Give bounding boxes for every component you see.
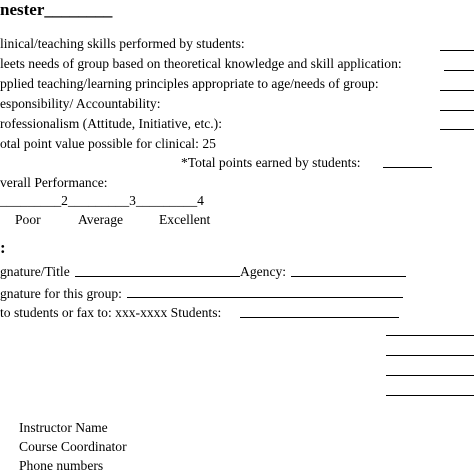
phone-numbers-text: Phone numbers bbox=[19, 458, 104, 473]
score-blank-responsibility[interactable] bbox=[440, 110, 474, 111]
group-signature-label: gnature for this group: bbox=[0, 286, 122, 301]
student-line-1[interactable] bbox=[386, 335, 474, 336]
course-coordinator-text: Course Coordinator bbox=[19, 439, 127, 454]
fax-students-label: to students or fax to: xxx-xxxx Students: bbox=[0, 305, 222, 320]
section-mark: : bbox=[0, 238, 6, 257]
student-line-2[interactable] bbox=[386, 355, 474, 356]
signature-title-blank[interactable] bbox=[75, 276, 240, 277]
score-blank-clinical-skills[interactable] bbox=[440, 50, 474, 51]
scale-label-poor: Poor bbox=[15, 212, 41, 227]
total-possible-text: otal point value possible for clinical: 25 bbox=[0, 136, 216, 151]
students-blank[interactable] bbox=[240, 317, 399, 318]
criteria-meets-needs: leets needs of group based on theoretical knowledge and skill application: bbox=[0, 56, 402, 71]
score-blank-meets-needs[interactable] bbox=[444, 70, 474, 71]
student-line-3[interactable] bbox=[386, 375, 474, 376]
criteria-professionalism: rofessionalism (Attitude, Initiative, etc.): bbox=[0, 116, 222, 131]
scale-label-average: Average bbox=[78, 212, 124, 227]
agency-blank[interactable] bbox=[291, 276, 406, 277]
criteria-responsibility: esponsibility/ Accountability: bbox=[0, 96, 161, 111]
agency-label: Agency: bbox=[240, 264, 287, 279]
criteria-teaching-principles: pplied teaching/learning principles appropriate to age/needs of group: bbox=[0, 76, 379, 91]
instructor-name-text: Instructor Name bbox=[19, 420, 108, 435]
overall-performance-label: verall Performance: bbox=[0, 175, 108, 190]
score-blank-teaching-principles[interactable] bbox=[440, 90, 474, 91]
scale-label-excellent: Excellent bbox=[159, 212, 211, 227]
criteria-clinical-skills: linical/teaching skills performed by students: bbox=[0, 36, 245, 51]
score-blank-professionalism[interactable] bbox=[440, 129, 474, 130]
total-earned-label: *Total points earned by students: bbox=[181, 155, 361, 170]
performance-scale[interactable]: _________2_________3_________4 bbox=[0, 193, 204, 208]
group-signature-blank[interactable] bbox=[127, 297, 403, 298]
semester-heading: nester________ bbox=[0, 0, 113, 19]
total-earned-blank[interactable] bbox=[383, 167, 432, 168]
student-line-4[interactable] bbox=[386, 395, 474, 396]
signature-title-label: gnature/Title bbox=[0, 264, 70, 279]
